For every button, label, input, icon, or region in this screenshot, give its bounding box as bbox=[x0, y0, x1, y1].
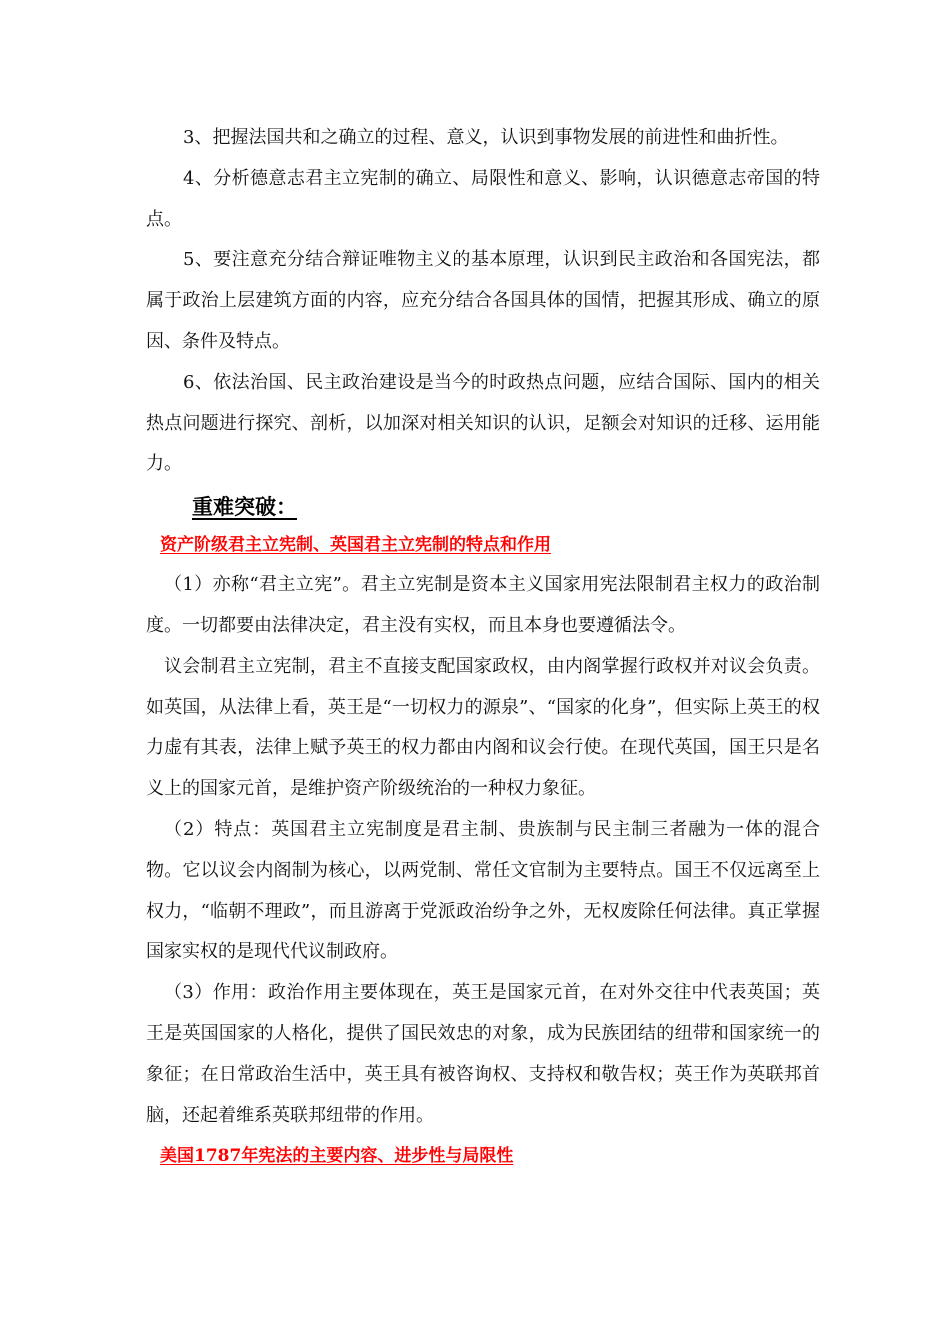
objective-4: 4、分析德意志君主立宪制的确立、局限性和意义、影响，认识德意志帝国的特点。 bbox=[146, 167, 820, 230]
objective-6: 6、依法治国、民主政治建设是当今的时政热点问题，应结合国际、国内的相关热点问题进行探究、剖析，以加深对相关知识的认识，足额会对知识的迁移、运用能力。 bbox=[146, 371, 820, 475]
paragraph-parliamentary-monarchy: 议会制君主立宪制，君主不直接支配国家政权，由内阁掌握行政权并对议会负责。如英国，从法律上看，英王是“一切权力的源泉”、“国家的化身”，但实际上英王的权力虚有其表，法律上赋予英王的权力都由内阁和议会行使。在现代英国，国王只是名义上的国家元首，是维护资产阶级统治的一种权力象征。 bbox=[146, 655, 820, 800]
objective-5: 5、要注意充分结合辩证唯物主义的基本原理，认识到民主政治和各国宪法，都属于政治上层建筑方面的内容，应充分结合各国具体的国情，把握其形成、确立的原因、条件及特点。 bbox=[146, 249, 820, 352]
paragraph-role: （3）作用：政治作用主要体现在，英王是国家元首，在对外交往中代表英国；英王是英国国家的人格化，提供了国民效忠的对象，成为民族团结的纽带和国家统一的象征；在日常政治生活中，英王具有被咨询权、支持权和敬告权；英王作为英联邦首脑，还起着维系英联邦纽带的作用。 bbox=[146, 982, 820, 1126]
subheading-constitutional-monarchy: 资产阶级君主立宪制、英国君主立宪制的特点和作用 bbox=[160, 535, 551, 556]
objective-3: 3、把握法国共和之确立的过程、意义，认识到事物发展的前进性和曲折性。 bbox=[183, 127, 789, 148]
paragraph-definition: （1）亦称“君主立宪”。君主立宪制是资本主义国家用宪法限制君主权力的政治制度。一切都要由法律决定，君主没有实权，而且本身也要遵循法令。 bbox=[146, 574, 820, 636]
paragraph-characteristics: （2）特点：英国君主立宪制度是君主制、贵族制与民主制三者融为一体的混合物。它以议会内阁制为核心，以两党制、常任文官制为主要特点。国王不仅远离至上权力，“临朝不理政”，而且游离于党派政治纷争之外，无权废除任何法律。真正掌握国家实权的是现代代议制政府。 bbox=[146, 818, 820, 963]
document-page bbox=[146, 118, 820, 1176]
section-title: 重难突破： bbox=[192, 495, 297, 520]
subheading-us-constitution: 美国1787年宪法的主要内容、进步性与局限性 bbox=[160, 1146, 514, 1167]
